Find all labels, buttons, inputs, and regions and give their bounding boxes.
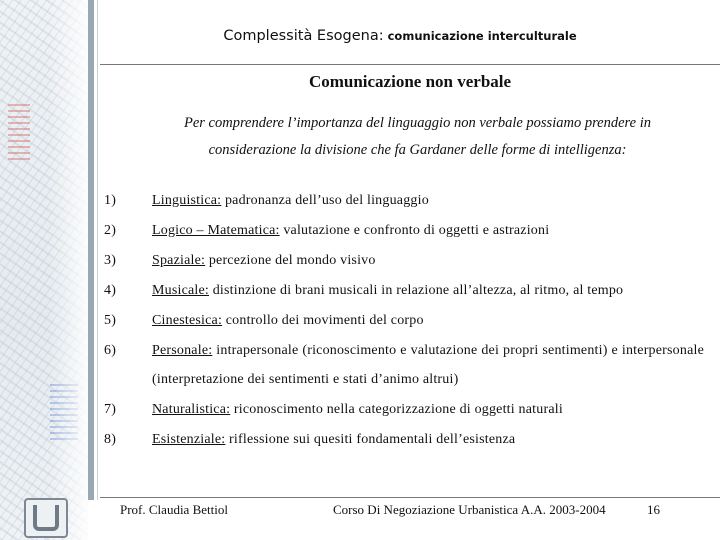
item-number: 1) (104, 193, 117, 208)
item-description: valutazione e confronto di oggetti e astrazioni (279, 223, 550, 238)
list-item (104, 276, 704, 305)
item-description: intrapersonale (riconoscimento e valutazione dei propri sentimenti) e interpersonale (interpretazione dei sentimenti e stati d’animo altrui) (152, 343, 704, 387)
item-term: Spaziale: (152, 253, 206, 268)
footer-author: Prof. Claudia Bettiol (120, 502, 228, 517)
decorative-map-band (0, 0, 88, 540)
list-item (104, 395, 704, 424)
item-term: Logico – Matematica: (152, 223, 280, 238)
list-item (104, 246, 704, 275)
list-item (104, 186, 704, 215)
item-description: riconoscimento nella categorizzazione di oggetti naturali (230, 402, 563, 417)
header-main: Complessità Esogena: (223, 28, 384, 44)
item-number: 3) (104, 253, 117, 268)
map-detail-red (8, 100, 30, 160)
vertical-accent-line (97, 0, 98, 500)
item-term: Musicale: (152, 283, 210, 298)
item-term: Naturalistica: (152, 402, 231, 417)
university-logo-icon (24, 498, 68, 538)
map-detail-blue (50, 380, 78, 440)
item-number: 2) (104, 223, 117, 238)
list-item (104, 336, 704, 394)
header-sub: comunicazione interculturale (383, 29, 577, 43)
item-number: 4) (104, 283, 117, 298)
item-description: percezione del mondo visivo (205, 253, 376, 268)
item-number: 6) (104, 343, 117, 358)
item-term: Cinestesica: (152, 313, 223, 328)
slide-title: Comunicazione non verbale (308, 72, 512, 91)
page-number: 16 (647, 502, 660, 517)
item-term: Linguistica: (152, 193, 222, 208)
intelligence-list (104, 186, 704, 455)
footer-divider (100, 497, 720, 498)
slide-header (100, 28, 700, 44)
footer-course: Corso Di Negoziazione Urbanistica A.A. 2003-2004 (333, 502, 606, 517)
item-term: Personale: (152, 343, 213, 358)
vertical-accent-bar (88, 0, 94, 500)
header-divider (100, 64, 720, 65)
item-description: padronanza dell’uso del linguaggio (221, 193, 429, 208)
item-number: 8) (104, 432, 117, 447)
item-description: riflessione sui quesiti fondamentali dell’esistenza (225, 432, 516, 447)
item-description: distinzione di brani musicali in relazione all’altezza, al ritmo, al tempo (209, 283, 624, 298)
item-description: controllo dei movimenti del corpo (222, 313, 424, 328)
list-item (104, 216, 704, 245)
intro-text: Per comprendere l’importanza del linguaggio non verbale possiamo prendere in considerazione la divisione che fa Gardaner delle forme di intelligenza: (183, 115, 652, 158)
item-number: 5) (104, 313, 117, 328)
item-number: 7) (104, 402, 117, 417)
list-item (104, 425, 704, 454)
list-item (104, 306, 704, 335)
item-term: Esistenziale: (152, 432, 226, 447)
